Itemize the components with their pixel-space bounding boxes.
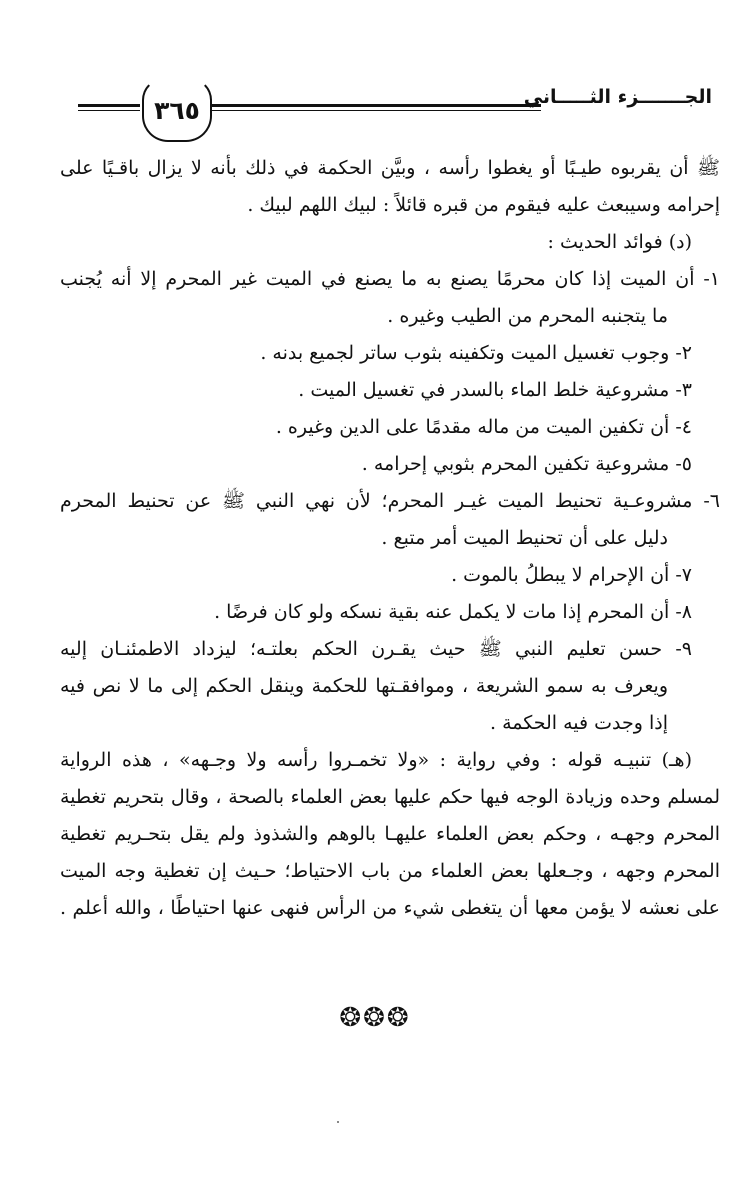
page-number-frame (142, 78, 212, 142)
list-item: ٢- وجوب تغسيل الميت وتكفينه بثوب ساتر لجميع بدنه . (260, 342, 692, 364)
list-item: ٩- حسن تعليم النبي ﷺ حيث يقـرن الحكم بعلتـه؛ ليزداد الاطمئنـان إليه (60, 638, 692, 660)
note-paragraph-line: (هـ) تنبيـه قوله : وفي رواية : «ولا تخمـروا رأسه ولا وجـهه» ، هذه الرواية (60, 749, 692, 771)
list-item: ١- أن الميت إذا كان محرمًا يصنع به ما يصنع في الميت غير المحرم إلا أنه يُجنب (60, 268, 720, 290)
note-paragraph-line: المحرم وجهـه ، وحكم بعض العلماء عليهـا بالوهم والشذوذ ولم يقل بتحـريم تغطية (60, 823, 720, 845)
list-item-continuation: إذا وجدت فيه الحكمة . (490, 712, 668, 734)
list-item: ٨- أن المحرم إذا مات لا يكمل عنه بقية نسكه ولو كان فرضًا . (214, 601, 692, 623)
body-text (60, 150, 720, 927)
section-heading: (د) فوائد الحديث : (547, 231, 692, 253)
list-item-continuation: دليل على أن تحنيط الميت أمر متبع . (381, 527, 668, 549)
list-item-continuation: ما يتجنبه المحرم من الطيب وغيره . (387, 305, 668, 327)
text-line: إحرامه وسيبعث عليه فيقوم من قبره قائلاً : لبيك اللهم لبيك . (247, 194, 720, 216)
end-ornament-icon: ❂❂❂ (339, 1003, 411, 1033)
page-header (78, 72, 712, 142)
list-item: ٧- أن الإحرام لا يبطلُ بالموت . (451, 564, 692, 586)
list-item: ٥- مشروعية تكفين المحرم بثوبي إحرامه . (361, 453, 692, 475)
list-item-continuation: ويعرف به سمو الشريعة ، وموافقـتها للحكمة وينقل الحكم إلى ما لا نص فيه (60, 675, 668, 697)
list-item: ٤- أن تكفين الميت من ماله مقدمًا على الدين وغيره . (275, 416, 692, 438)
note-paragraph-line: لمسلم وحده وزيادة الوجه فيها حكم عليها بعض العلماء بالصحة ، وقال بتحريم تغطية (60, 786, 720, 808)
text-line: ﷺ أن يقربوه طيـبًا أو يغطوا رأسه ، وبيَّن الحكمة في ذلك بأنه لا يزال باقـيًا على (60, 157, 720, 179)
list-item: ٦- مشروعـية تحنيط الميت غيـر المحرم؛ لأن نهي النبي ﷺ عن تحنيط المحرم (60, 490, 720, 512)
running-title: الجـــــــزء الثـــــاني (523, 86, 712, 108)
note-paragraph-line: المحرم وجهه ، وجـعلها بعض العلماء من باب الاحتياط؛ حـيث إن تغطية وجه الميت (60, 860, 720, 882)
page-number: ٣٦٥ (154, 95, 200, 125)
list-item: ٣- مشروعية خلط الماء بالسدر في تغسيل الميت . (298, 379, 692, 401)
note-paragraph-line: على نعشه لا يؤمن معها أن يتغطى شيء من الرأس فنهى عنها احتياطًا ، والله أعلم . (60, 897, 720, 919)
scan-speck (337, 1121, 339, 1123)
